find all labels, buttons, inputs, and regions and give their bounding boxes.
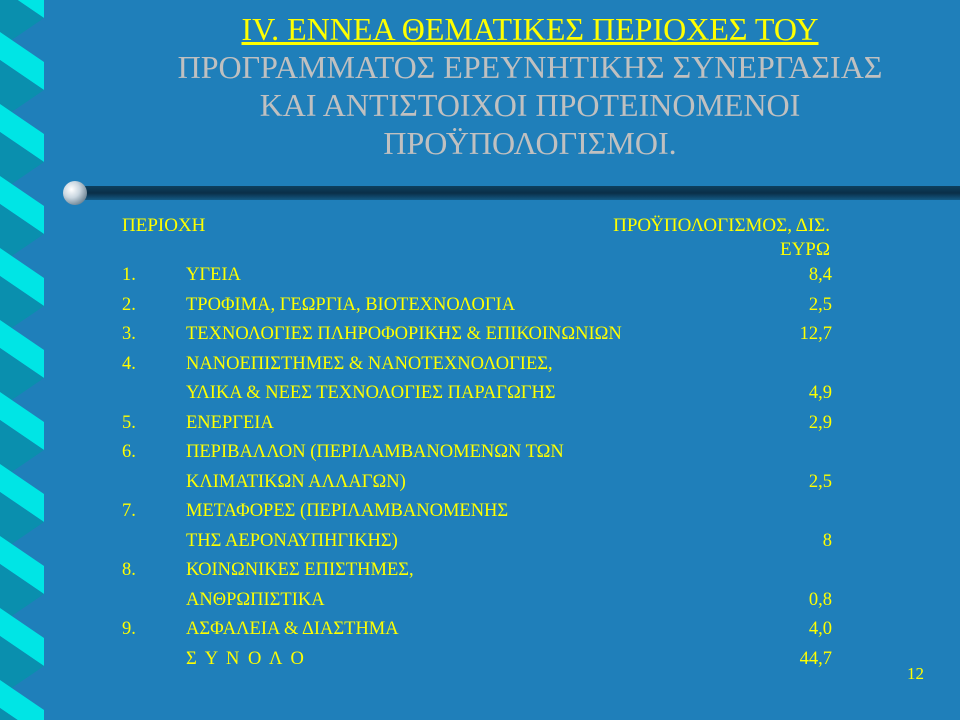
list-item	[122, 409, 832, 439]
list-item	[122, 468, 832, 498]
item-budget-value: 8,4	[808, 265, 832, 285]
item-budget-value: 0,8	[808, 589, 832, 610]
arrow-chevron-icon	[0, 392, 44, 480]
item-label: ΕΝΕΡΓΕΙΑ	[186, 412, 274, 433]
list-item	[122, 556, 832, 586]
arrow-chevron-icon	[0, 248, 44, 336]
item-label: ΥΓΕΙΑ	[186, 265, 241, 285]
item-label: ΑΣΦΑΛΕΙΑ & ΔΙΑΣΤΗΜΑ	[186, 619, 399, 639]
total-row	[122, 645, 832, 675]
item-label: ΚΛΙΜΑΤΙΚΩΝ ΑΛΛΑΓΩΝ)	[186, 471, 406, 492]
divider-bar	[62, 180, 960, 206]
item-number: 8.	[122, 560, 136, 580]
item-number: 1.	[122, 265, 136, 285]
total-label: Σ Υ Ν Ο Λ Ο	[186, 648, 306, 669]
item-budget-value: 2,9	[808, 412, 832, 433]
list-item	[122, 350, 832, 380]
title-line-2: ΠΡΟΓΡΑΜΜΑΤΟΣ ΕΡΕΥΝΗΤΙΚΗΣ ΣΥΝΕΡΓΑΣΙΑΣ	[177, 49, 883, 85]
arrow-chevron-icon	[0, 608, 44, 696]
list-item	[122, 527, 832, 557]
item-budget-value: 12,7	[799, 324, 832, 344]
item-label: ΝΑΝΟΕΠΙΣΤΗΜΕΣ & ΝΑΝΟΤΕΧΝΟΛΟΓΙΕΣ,	[186, 353, 553, 374]
item-label: ΜΕΤΑΦΟΡΕΣ (ΠΕΡΙΛΑΜΒΑΝΟΜΕΝΗΣ	[186, 501, 509, 521]
list-item	[122, 586, 832, 616]
column-header-area: ΠΕΡΙΟΧΗ	[122, 215, 206, 236]
title-line-3: ΚΑΙ ΑΝΤΙΣΤΟΙΧΟΙ ΠΡΟΤΕΙΝΟΜΕΝΟΙ	[259, 87, 801, 123]
budget-list	[122, 261, 832, 674]
total-value: 44,7	[799, 648, 832, 669]
item-number: 4.	[122, 353, 136, 374]
item-number: 7.	[122, 501, 136, 521]
item-label: ΑΝΘΡΩΠΙΣΤΙΚΑ	[186, 589, 325, 610]
item-label: ΤΗΣ ΑΕΡΟΝΑΥΠΗΓΙΚΗΣ)	[186, 530, 398, 551]
title-line-1: IV. ΕΝΝΕΑ ΘΕΜΑΤΙΚΕΣ ΠΕΡΙΟΧΕΣ ΤΟΥ	[241, 11, 819, 47]
item-number: 5.	[122, 412, 136, 433]
item-label: ΠΕΡΙΒΑΛΛΟΝ (ΠΕΡΙΛΑΜΒΑΝΟΜΕΝΩΝ ΤΩΝ	[186, 442, 564, 462]
title-line-4: ΠΡΟΫΠΟΛΟΓΙΣΜΟΙ.	[383, 125, 677, 161]
item-budget-value: 2,5	[808, 471, 832, 492]
list-item	[122, 438, 832, 468]
item-label: ΤΡΟΦΙΜΑ, ΓΕΩΡΓΙΑ, ΒΙΟΤΕΧΝΟΛΟΓΙΑ	[186, 294, 516, 315]
item-budget-value: 4,0	[808, 619, 832, 639]
item-label: ΤΕΧΝΟΛΟΓΙΕΣ ΠΛΗΡΟΦΟΡΙΚΗΣ & ΕΠΙΚΟΙΝΩΝΙΩΝ	[186, 324, 622, 344]
arrow-chevron-icon	[0, 464, 44, 552]
arrow-chevron-icon	[0, 536, 44, 624]
item-budget-value: 4,9	[808, 383, 832, 403]
item-number: 9.	[122, 619, 136, 639]
arrow-chevron-icon	[0, 104, 44, 192]
item-budget-value: 2,5	[808, 294, 832, 315]
item-number: 6.	[122, 442, 136, 462]
slide-title	[120, 10, 940, 162]
arrow-chevron-icon	[0, 32, 44, 120]
arrow-chevron-icon	[0, 680, 44, 720]
left-arrow-decoration	[0, 0, 120, 720]
list-item	[122, 615, 832, 645]
list-item	[122, 320, 832, 350]
item-number: 3.	[122, 324, 136, 344]
list-item	[122, 497, 832, 527]
item-label: ΚΟΙΝΩΝΙΚΕΣ ΕΠΙΣΤΗΜΕΣ,	[186, 560, 414, 580]
item-budget-value: 8	[822, 530, 832, 551]
item-label: ΥΛΙΚΑ & ΝΕΕΣ ΤΕΧΝΟΛΟΓΙΕΣ ΠΑΡΑΓΩΓΗΣ	[186, 383, 556, 403]
list-item	[122, 379, 832, 409]
page-number: 12	[907, 664, 924, 683]
item-number: 2.	[122, 294, 136, 315]
arrow-chevron-icon	[0, 176, 44, 264]
list-item	[122, 291, 832, 321]
list-item	[122, 261, 832, 291]
arrow-chevron-icon	[0, 320, 44, 408]
column-header-budget: ΠΡΟΫΠΟΛΟΓΙΣΜΟΣ, ΔΙΣ. ΕΥΡΩ	[613, 215, 830, 260]
divider-ball-icon	[63, 181, 87, 205]
